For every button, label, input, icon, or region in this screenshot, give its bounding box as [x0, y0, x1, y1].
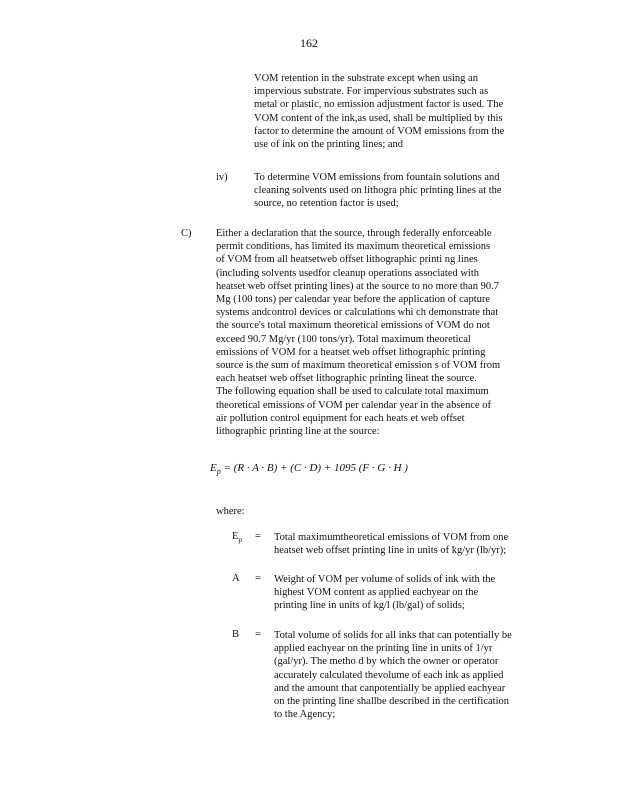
definition-symbol-b	[232, 629, 239, 640]
text-line: systems andcontrol devices or calculations whi ch demonstrate that	[216, 307, 499, 319]
emissions-equation	[0, 462, 618, 476]
text-line: metal or plastic, no emission adjustment factor is used. The	[254, 99, 504, 111]
text-line: highest VOM content as applied eachyear on the	[274, 587, 479, 599]
text-line: heatset web offset printing lines) at the source to no more than 90.7	[216, 280, 499, 292]
text-line: the source's total maximum theoretical emissions of VOM do not	[216, 320, 490, 332]
text-line: VOM content of the ink,as used, shall be multiplied by this	[254, 112, 503, 124]
text-line: (gal/yr). The metho d by which the owner or operator	[274, 656, 499, 668]
definition-ep-text	[274, 531, 508, 557]
text-line: The following equation shall be used to calculate total maximum	[216, 386, 489, 398]
symbol-text: B	[232, 629, 240, 640]
definition-symbol-a	[232, 573, 240, 584]
text-line: theoretical emissions of VOM per calendar year in the absence of	[216, 399, 492, 411]
text-line: on the printing line shallbe described in the certification	[274, 696, 510, 708]
text-line: Weight of VOM per volume of solids of ink with the	[274, 574, 496, 585]
text-line: use of ink on the printing lines; and	[254, 139, 404, 151]
text-line: each heatset web offset lithographic printing lineat the source.	[216, 373, 477, 385]
text-line: of VOM from all heatsetweb offset lithographic printi ng lines	[216, 254, 478, 266]
equation-lhs-subscript: p	[216, 467, 221, 477]
text-line: source, no retention factor is used;	[254, 198, 399, 210]
text-line: to the Agency;	[274, 709, 336, 721]
text-line: Either a declaration that the source, through federally enforceable	[216, 228, 492, 239]
definition-b-text	[274, 629, 512, 721]
text-line: Total maximumtheoretical emissions of VOM from one	[274, 532, 509, 543]
text-line: Mg (100 tons) per calendar year before the application of capture	[216, 294, 491, 306]
symbol-text: E	[232, 531, 239, 542]
definition-equals: =	[255, 531, 261, 542]
definition-symbol-ep	[232, 531, 242, 544]
definition-equals: =	[255, 629, 261, 640]
text-line: emissions of VOM for a heatset web offset lithographic printing	[216, 346, 486, 358]
text-line: exceed 90.7 Mg/yr (100 tons/yr). Total maximum theoretical	[216, 333, 471, 345]
text-line: VOM retention in the substrate except when using an	[254, 73, 478, 84]
item-iv-label: iv)	[216, 172, 228, 183]
text-line: cleaning solvents used on lithogra phic printing lines at the	[254, 185, 502, 197]
item-c-label: C)	[181, 228, 192, 239]
text-line: air pollution control equipment for each heats et web offset	[216, 412, 465, 424]
equation-rhs: = (R · A · B) + (C · D) + 1095 (F · G · H )	[220, 462, 408, 474]
text-line: printing line in units of kg/l (lb/gal) of solids;	[274, 600, 465, 612]
text-line: lithographic printing line at the source:	[216, 426, 380, 438]
text-line: accurately calculated thevolume of each ink as applied	[274, 669, 504, 681]
text-line: impervious substrate. For impervious substrates such as	[254, 86, 489, 98]
paragraph-vom-retention	[254, 72, 504, 151]
symbol-subscript: p	[238, 535, 243, 545]
definition-equals: =	[255, 573, 261, 584]
text-line: (including solvents usedfor cleanup operations associated with	[216, 267, 480, 279]
definition-a-text	[274, 573, 495, 613]
where-label: where:	[216, 506, 245, 517]
text-line: source is the sum of maximum theoretical emission s of VOM from	[216, 360, 501, 372]
symbol-text: A	[232, 573, 240, 584]
page-number: 162	[300, 36, 318, 50]
text-line: factor to determine the amount of VOM emissions from the	[254, 125, 505, 137]
item-iv-text	[254, 171, 502, 211]
text-line: and the amount that canpotentially be applied eachyear	[274, 682, 506, 694]
text-line: applied eachyear on the printing line in units of 1/yr	[274, 643, 493, 655]
text-line: permit conditions, has limited its maximum theoretical emissions	[216, 241, 491, 253]
equation-lhs: E	[210, 462, 217, 474]
text-line: Total volume of solids for all inks that can potentially be	[274, 630, 512, 641]
text-line: heatset web offset printing line in units of kg/yr (lb/yr);	[274, 545, 507, 557]
item-c-text	[216, 227, 500, 438]
text-line: To determine VOM emissions from fountain solutions and	[254, 172, 500, 183]
